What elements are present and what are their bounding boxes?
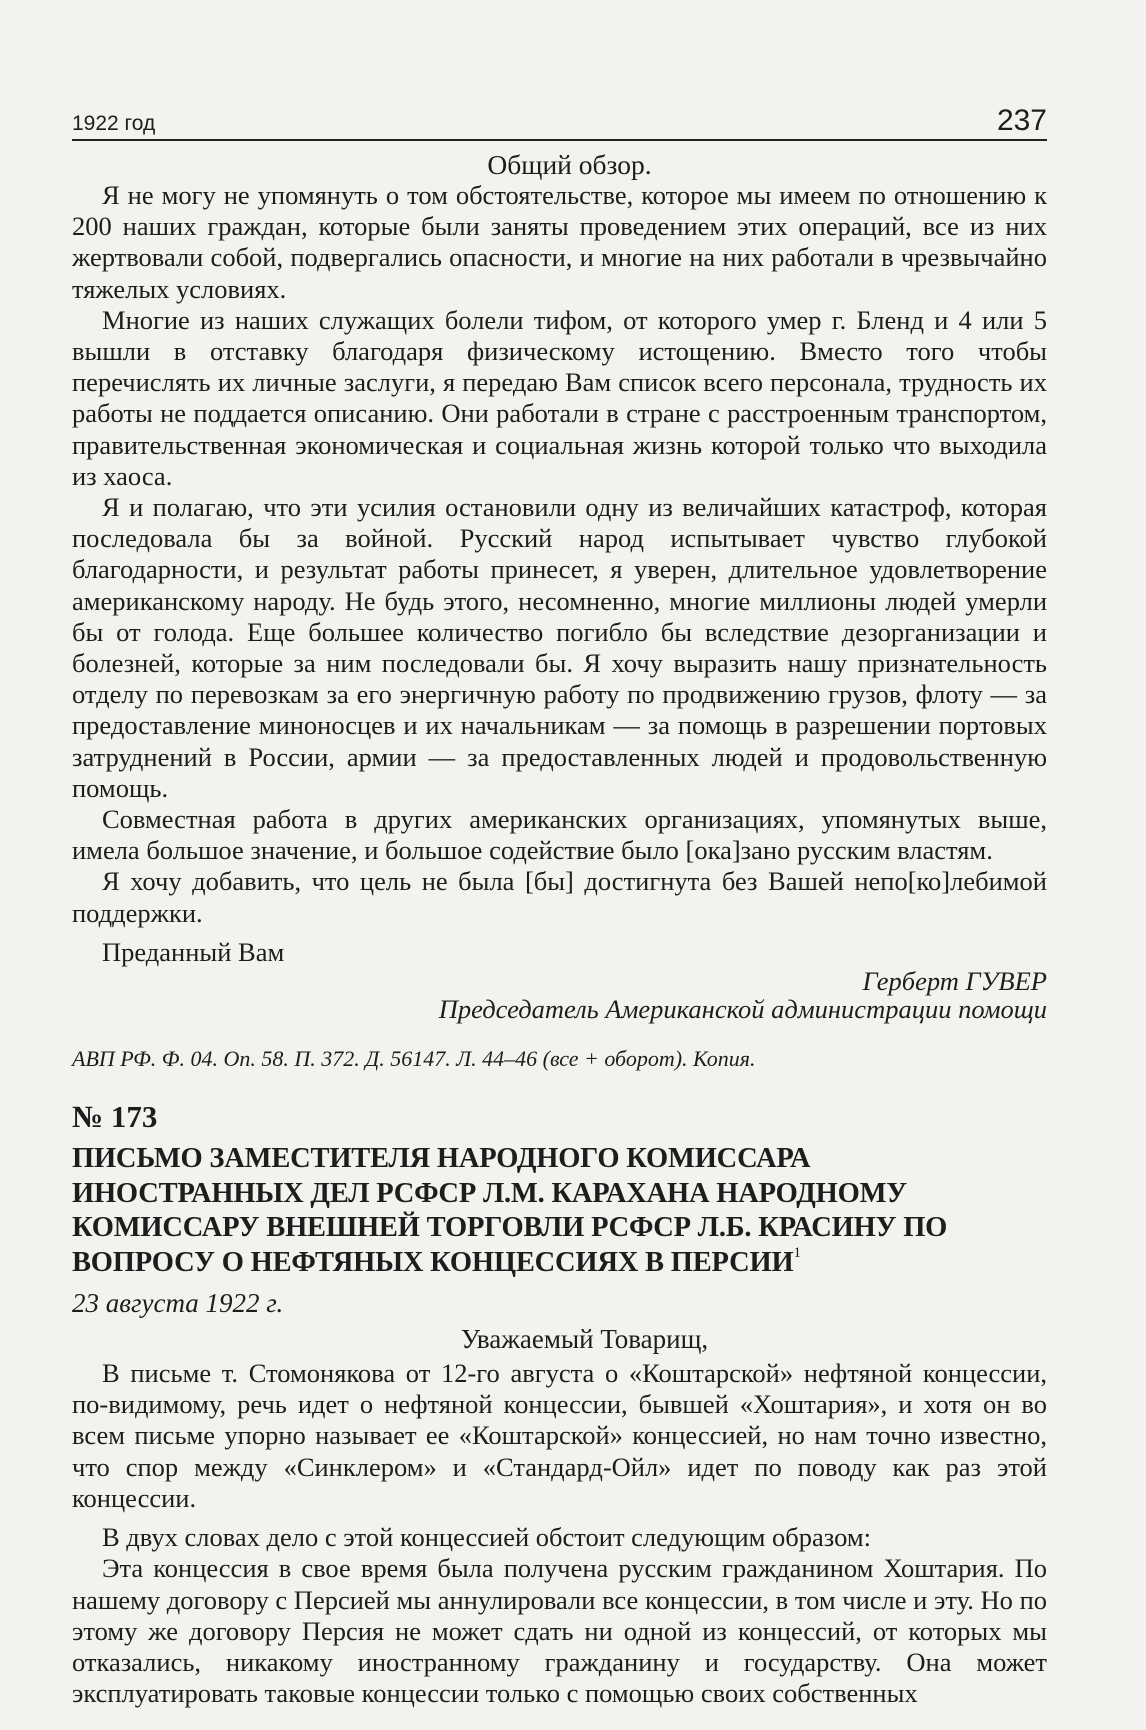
body-paragraph: Я хочу добавить, что цель не была [бы] достигнута без Вашей непо[ко]лебимой поддержки. — [72, 866, 1047, 928]
running-head-year: 1922 год — [72, 112, 156, 135]
document-date: 23 августа 1922 г. — [72, 1288, 284, 1319]
body-paragraph: Совместная работа в других американских организациях, упомянутых выше, имела большое значение, и большое содействие было [ока]зано русским властям. — [72, 804, 1047, 866]
signer-name: Герберт ГУВЕР — [862, 966, 1047, 997]
page-content — [72, 141, 1047, 1709]
footnote-marker: 1 — [793, 1244, 801, 1261]
body-paragraph: Я и полагаю, что эти усилия остановили одну из величайших катастроф, которая последовала бы за войной. Русский народ испытывает чувство глубокой благодарности, и результат работы принесет, я уверен, длительное удовлетворение американскому народу. Не будь этого, несомненно, многие миллионы людей умерли бы от голода. Еще большее количество погибло бы вследствие дезорганизации и болезней, которые за ним последовали бы. Я хочу выразить нашу признательность отделу по перевозкам за его энергичную работу по продвижению грузов, флоту — за предоставление миноносцев и их начальникам — за помощь в разрешении портовых затруднений в России, армии — за предоставленных людей и продовольственную помощь. — [72, 492, 1047, 803]
page-number: 237 — [996, 104, 1047, 137]
running-head — [72, 100, 1047, 141]
document-title — [72, 1142, 1047, 1280]
body-paragraph: Я не могу не упомянуть о том обстоятельстве, которое мы имеем по отношению к 200 наших граждан, которые были заняты проведением этих операций, все из них жертвовали собой, подвергались опасности, и многие на них работали в чрезвычайно тяжелых условиях. — [72, 180, 1047, 304]
letter-body — [72, 1358, 1047, 1709]
document-title-text: ПИСЬМО ЗАМЕСТИТЕЛЯ НАРОДНОГО КОМИССАРА ИНОСТРАННЫХ ДЕЛ РСФСР Л.М. КАРАХАНА НАРОДНОМУ КОМИССАРУ ВНЕШНЕЙ ТОРГОВЛИ РСФСР Л.Б. КРАСИНУ ПО ВОПРОСУ О НЕФТЯНЫХ КОНЦЕССИЯХ В ПЕРСИИ — [72, 1143, 948, 1278]
archive-source: АВП РФ. Ф. 04. Оп. 58. П. 372. Д. 56147. Л. 44–46 (все + оборот). Копия. — [72, 1046, 756, 1072]
section-title: Общий обзор. — [487, 149, 652, 180]
letter-paragraph: В письме т. Стомонякова от 12-го августа о «Коштарской» нефтяной концессии, по-видимому, речь идет о нефтяной концессии, бывшей «Хоштария», и хотя он во всем письме упорно называет ее «Коштарской» концессией, но нам точно известно, что спор между «Синклером» и «Стандард-Ойл» идет по поводу как раз этой концессии. — [72, 1358, 1047, 1513]
document-number: № 173 — [72, 1099, 158, 1135]
body-paragraph: Многие из наших служащих болели тифом, от которого умер г. Бленд и 4 или 5 вышли в отставку благодаря физическому истощению. Вместо того чтобы перечислять их личные заслуги, я передаю Вам список всего персонала, трудность их работы не поддается описанию. Они работали в стране с расстроенным транспортом, правительственная экономическая и социальная жизнь которой только что выходила из хаоса. — [72, 304, 1047, 491]
letter-salutation: Уважаемый Товарищ, — [460, 1324, 709, 1355]
letter-paragraph: В двух словах дело с этой концессией обстоит следующим образом: — [102, 1522, 871, 1553]
book-page — [72, 100, 1047, 1709]
letter-paragraph: Эта концессия в свое время была получена русским гражданином Хоштария. По нашему договору с Персией мы аннулировали все концессии, в том числе и эту. Но по этому же договору Персия не может сдать ни одной из концессий, от которых мы отказались, никакому иностранному гражданину и государству. Она может эксплуатировать таковые концессии только с помощью своих собственных — [72, 1553, 1047, 1709]
letter-closing: Преданный Вам — [102, 936, 285, 967]
signer-title: Председатель Американской администрации помощи — [438, 994, 1047, 1025]
